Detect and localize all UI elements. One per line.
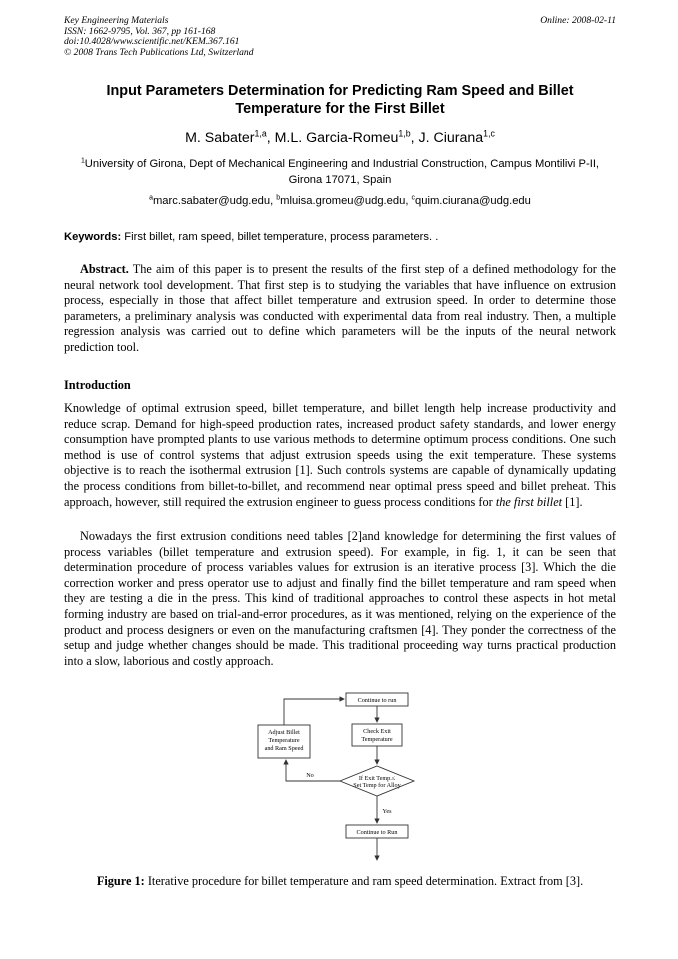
- paper-title: [64, 82, 616, 118]
- abstract-label: Abstract.: [80, 262, 129, 276]
- issn-line: ISSN: 1662-9795, Vol. 367, pp 161-168: [64, 25, 216, 37]
- flow-arrow-loop: [284, 699, 326, 725]
- keywords-label: Keywords:: [64, 231, 122, 243]
- author-3: , J. Ciurana: [410, 130, 484, 146]
- keywords-text: First billet, ram speed, billet temperature, process parameters. .: [121, 231, 439, 243]
- section-heading-introduction: Introduction: [64, 378, 131, 392]
- intro-p1-italic: the first billet: [495, 494, 563, 509]
- email-list: [64, 194, 616, 208]
- box-check-line1: Check Exit: [363, 728, 391, 735]
- figure-1-flowchart: [250, 692, 450, 864]
- author-1-sup: 1,a: [254, 128, 267, 139]
- email-b-sup: b: [276, 194, 281, 202]
- title-line-1: Input Parameters Determination for Predicting Ram Speed and Billet: [106, 83, 574, 99]
- figure-caption: [64, 874, 616, 889]
- affiliation-text: University of Girona, Dept of Mechanical Engineering and Industrial Construction, Campus Montilivi P-II, Girona 17071, Spain: [84, 158, 600, 186]
- email-a-sup: a: [149, 194, 153, 202]
- abstract-text: The aim of this paper is to present the results of the first step of a defined methodology for the neural network tool development. That first step is to studying the variables that have influence on extrusion process, especially in those that affect billet temperature and extrusion speed. In order to determine those parameters, a preliminary analysis was conducted with experimental data from real industry. Then, a multiple regression analysis was carried out to define which parameters will be the inputs of the neural network prediction tool.: [64, 262, 616, 354]
- author-list: [64, 129, 616, 147]
- email-c[interactable]: quim.ciurana@udg.edu: [415, 195, 531, 207]
- introduction-paragraph-2: Nowadays the first extrusion conditions need tables [2]and knowledge for determining the first values of process variables (billet temperature and extrusion speed). For example, in fig. 1, it can be seen that determination procedure of process variables values for extrusion is an iterative process [3]. Which the die correction worker and press operator use to adjust and finally find the billet temperature and ram speed when they are testing a die in the press. This kind of traditional approaches to control these aspects in hot metal forming industry are based on trial-and-error procedures, as it was mentioned, relying on the experience of the product and process designers or even on the manufacturing craftsmen [4]. They ponder the correctness of the setup and judge whether changes should be made. This traditional proceeding way turns practical production into a slow, laborious and costly approach.: [64, 529, 616, 668]
- title-line-2: Temperature for the First Billet: [235, 101, 445, 117]
- doi-line: doi:10.4028/www.scientific.net/KEM.367.161: [64, 36, 240, 48]
- diamond-line2: Set Temp for Alloy: [353, 782, 401, 789]
- label-yes: Yes: [382, 808, 392, 815]
- keywords: [64, 230, 616, 244]
- caption-text: Iterative procedure for billet temperature and ram speed determination. Extract from [3].: [144, 874, 584, 888]
- box-adjust-line2: Temperature: [268, 737, 300, 744]
- intro-p1-text: Knowledge of optimal extrusion speed, billet temperature, and billet length help increase productivity and reduce scrap. Demand for high-speed production rates, increased product safety standards, and lower energy consumption have prompted plants to use various methods to determine optimum process conditions. One such method is use of control systems that adjust extrusion speeds using the exit temperature. These systems objective is to reach the isothermal extrusion [1]. Such controls systems are capable of dynamically updating the process conditions from billet-to-billet, and recommend near optimal press speed and billet preheat. This approach, however, still required the extrusion engineer to guess process conditions for: [64, 401, 616, 509]
- email-b[interactable]: mluisa.gromeu@udg.edu,: [280, 195, 412, 207]
- email-a[interactable]: marc.sabater@udg.edu,: [152, 195, 277, 207]
- author-2: , M.L. Garcia-Romeu: [266, 130, 399, 146]
- box-adjust-line3: and Ram Speed: [264, 745, 304, 752]
- intro-p1-end: [1].: [562, 494, 583, 509]
- affiliation-sup: 1: [80, 157, 85, 165]
- email-c-sup: c: [411, 194, 416, 202]
- affiliation: [76, 157, 604, 188]
- online-date: Online: 2008-02-11: [540, 15, 616, 26]
- author-2-sup: 1,b: [398, 128, 411, 139]
- diamond-line1: If Exit Temp.≤: [358, 775, 396, 782]
- introduction-paragraph-1: [64, 401, 616, 510]
- label-no: No: [306, 772, 314, 779]
- box-final-label: Continue to Run: [356, 829, 398, 836]
- abstract: [64, 262, 616, 356]
- caption-label: Figure 1:: [96, 874, 145, 888]
- copyright-line: © 2008 Trans Tech Publications Ltd, Switzerland: [64, 46, 254, 58]
- journal-metadata: [64, 16, 616, 58]
- box-check-line2: Temperature: [361, 736, 393, 743]
- box-continue-label: Continue to run: [357, 697, 397, 704]
- box-adjust-line1: Adjust Billet: [268, 729, 300, 736]
- author-3-sup: 1,c: [483, 128, 495, 139]
- author-1: M. Sabater: [185, 130, 255, 146]
- journal-name: Key Engineering Materials: [64, 15, 169, 26]
